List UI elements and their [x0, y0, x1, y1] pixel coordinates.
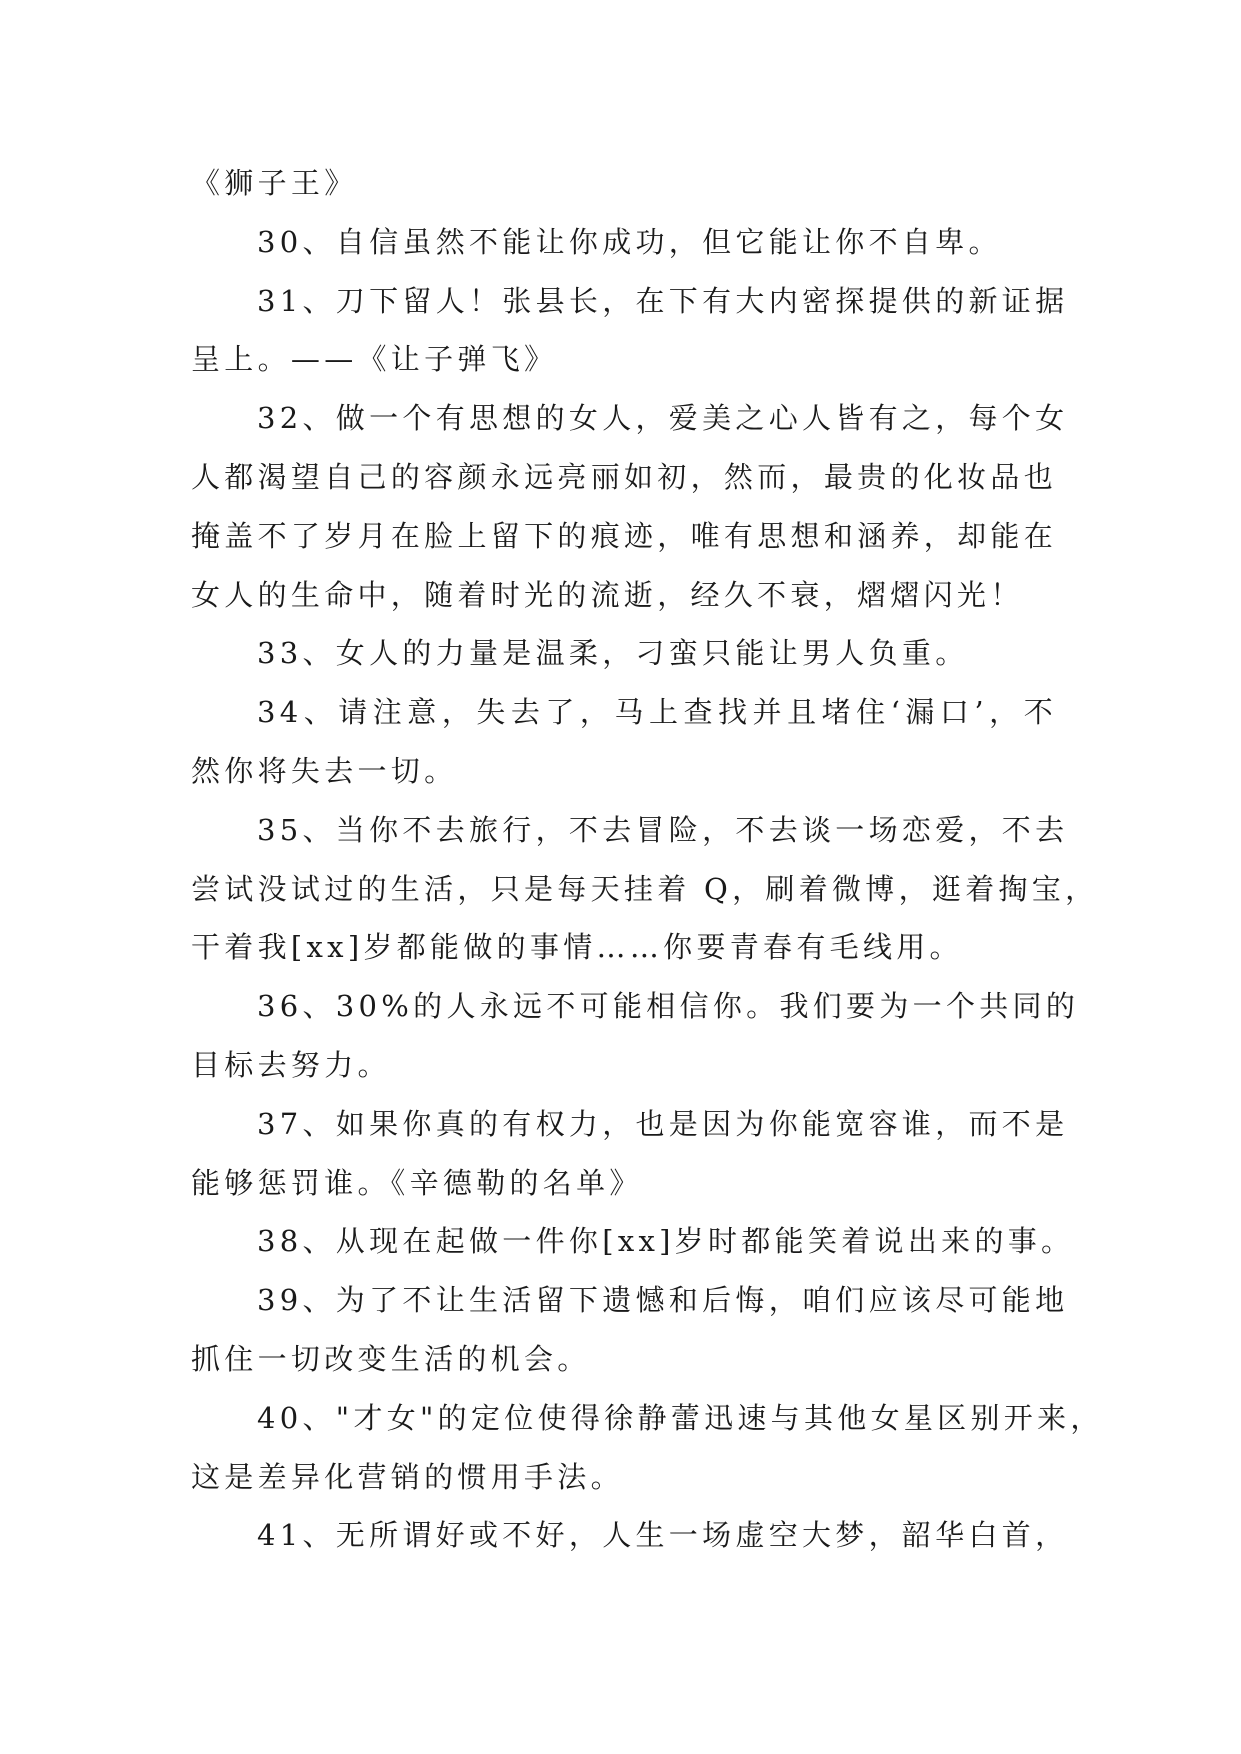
text-line: 这是差异化营销的惯用手法。 [191, 1459, 624, 1494]
paragraph-34 [191, 683, 1057, 801]
text-line: 能够惩罚谁。《辛德勒的名单》 [191, 1165, 643, 1200]
text-line: 35、当你不去旅行，不去冒险，不去谈一场恋爱，不去 [257, 812, 1069, 847]
text-line: 人都渴望自己的容颜永远亮丽如初，然而，最贵的化妆品也 [191, 459, 1057, 494]
text-line: 干着我[xx]岁都能做的事情……你要青春有毛线用。 [191, 930, 963, 965]
text-line: 37、如果你真的有权力，也是因为你能宽容谁，而不是 [257, 1106, 1069, 1141]
text-line: 30、自信虽然不能让你成功，但它能让你不自卑。 [257, 224, 1002, 259]
paragraph-32 [191, 389, 1069, 624]
paragraph-30 [191, 213, 1057, 272]
paragraph-35 [191, 801, 1099, 977]
paragraph-37 [191, 1095, 1069, 1213]
paragraph-41 [191, 1506, 1069, 1565]
paragraph-36 [191, 977, 1080, 1095]
paragraph-31 [191, 272, 1069, 390]
text-line: 32、做一个有思想的女人，爱美之心人皆有之，每个女 [257, 401, 1069, 436]
text-line: 36、30%的人永远不可能相信你。我们要为一个共同的 [257, 989, 1080, 1024]
text-line: 34、请注意，失去了，马上查找并且堵住‘漏口’，不 [257, 695, 1057, 730]
text-line: 掩盖不了岁月在脸上留下的痕迹，唯有思想和涵养，却能在 [191, 518, 1057, 553]
text-line: 《狮子王》 [191, 166, 358, 200]
text-line: 抓住一切改变生活的机会。 [191, 1341, 591, 1376]
document-body [191, 154, 1104, 1565]
text-line: 然你将失去一切。 [191, 753, 458, 788]
text-line: 31、刀下留人！张县长，在下有大内密探提供的新证据 [257, 283, 1069, 318]
text-line: 39、为了不让生活留下遗憾和后悔，咱们应该尽可能地 [257, 1283, 1069, 1318]
text-line: 33、女人的力量是温柔，刁蛮只能让男人负重。 [257, 636, 969, 671]
text-line: 38、从现在起做一件你[xx]岁时都能笑着说出来的事。 [257, 1224, 1075, 1259]
paragraph-33 [191, 624, 1057, 683]
text-line: 40、"才女"的定位使得徐静蕾迅速与其他女星区别开来， [257, 1400, 1104, 1435]
text-line: 41、无所谓好或不好，人生一场虚空大梦，韶华白首， [257, 1518, 1069, 1553]
text-line: 目标去努力。 [191, 1047, 391, 1082]
text-line: 尝试没试过的生活，只是每天挂着 Q，刷着微博，逛着掏宝， [191, 871, 1099, 906]
text-line: 呈上。——《让子弹飞》 [191, 342, 558, 377]
paragraph-39 [191, 1271, 1069, 1389]
paragraph-40 [191, 1389, 1104, 1507]
paragraph [191, 154, 1057, 213]
text-line: 女人的生命中，随着时光的流逝，经久不衰，熠熠闪光！ [191, 577, 1024, 612]
paragraph-38 [191, 1212, 1075, 1271]
